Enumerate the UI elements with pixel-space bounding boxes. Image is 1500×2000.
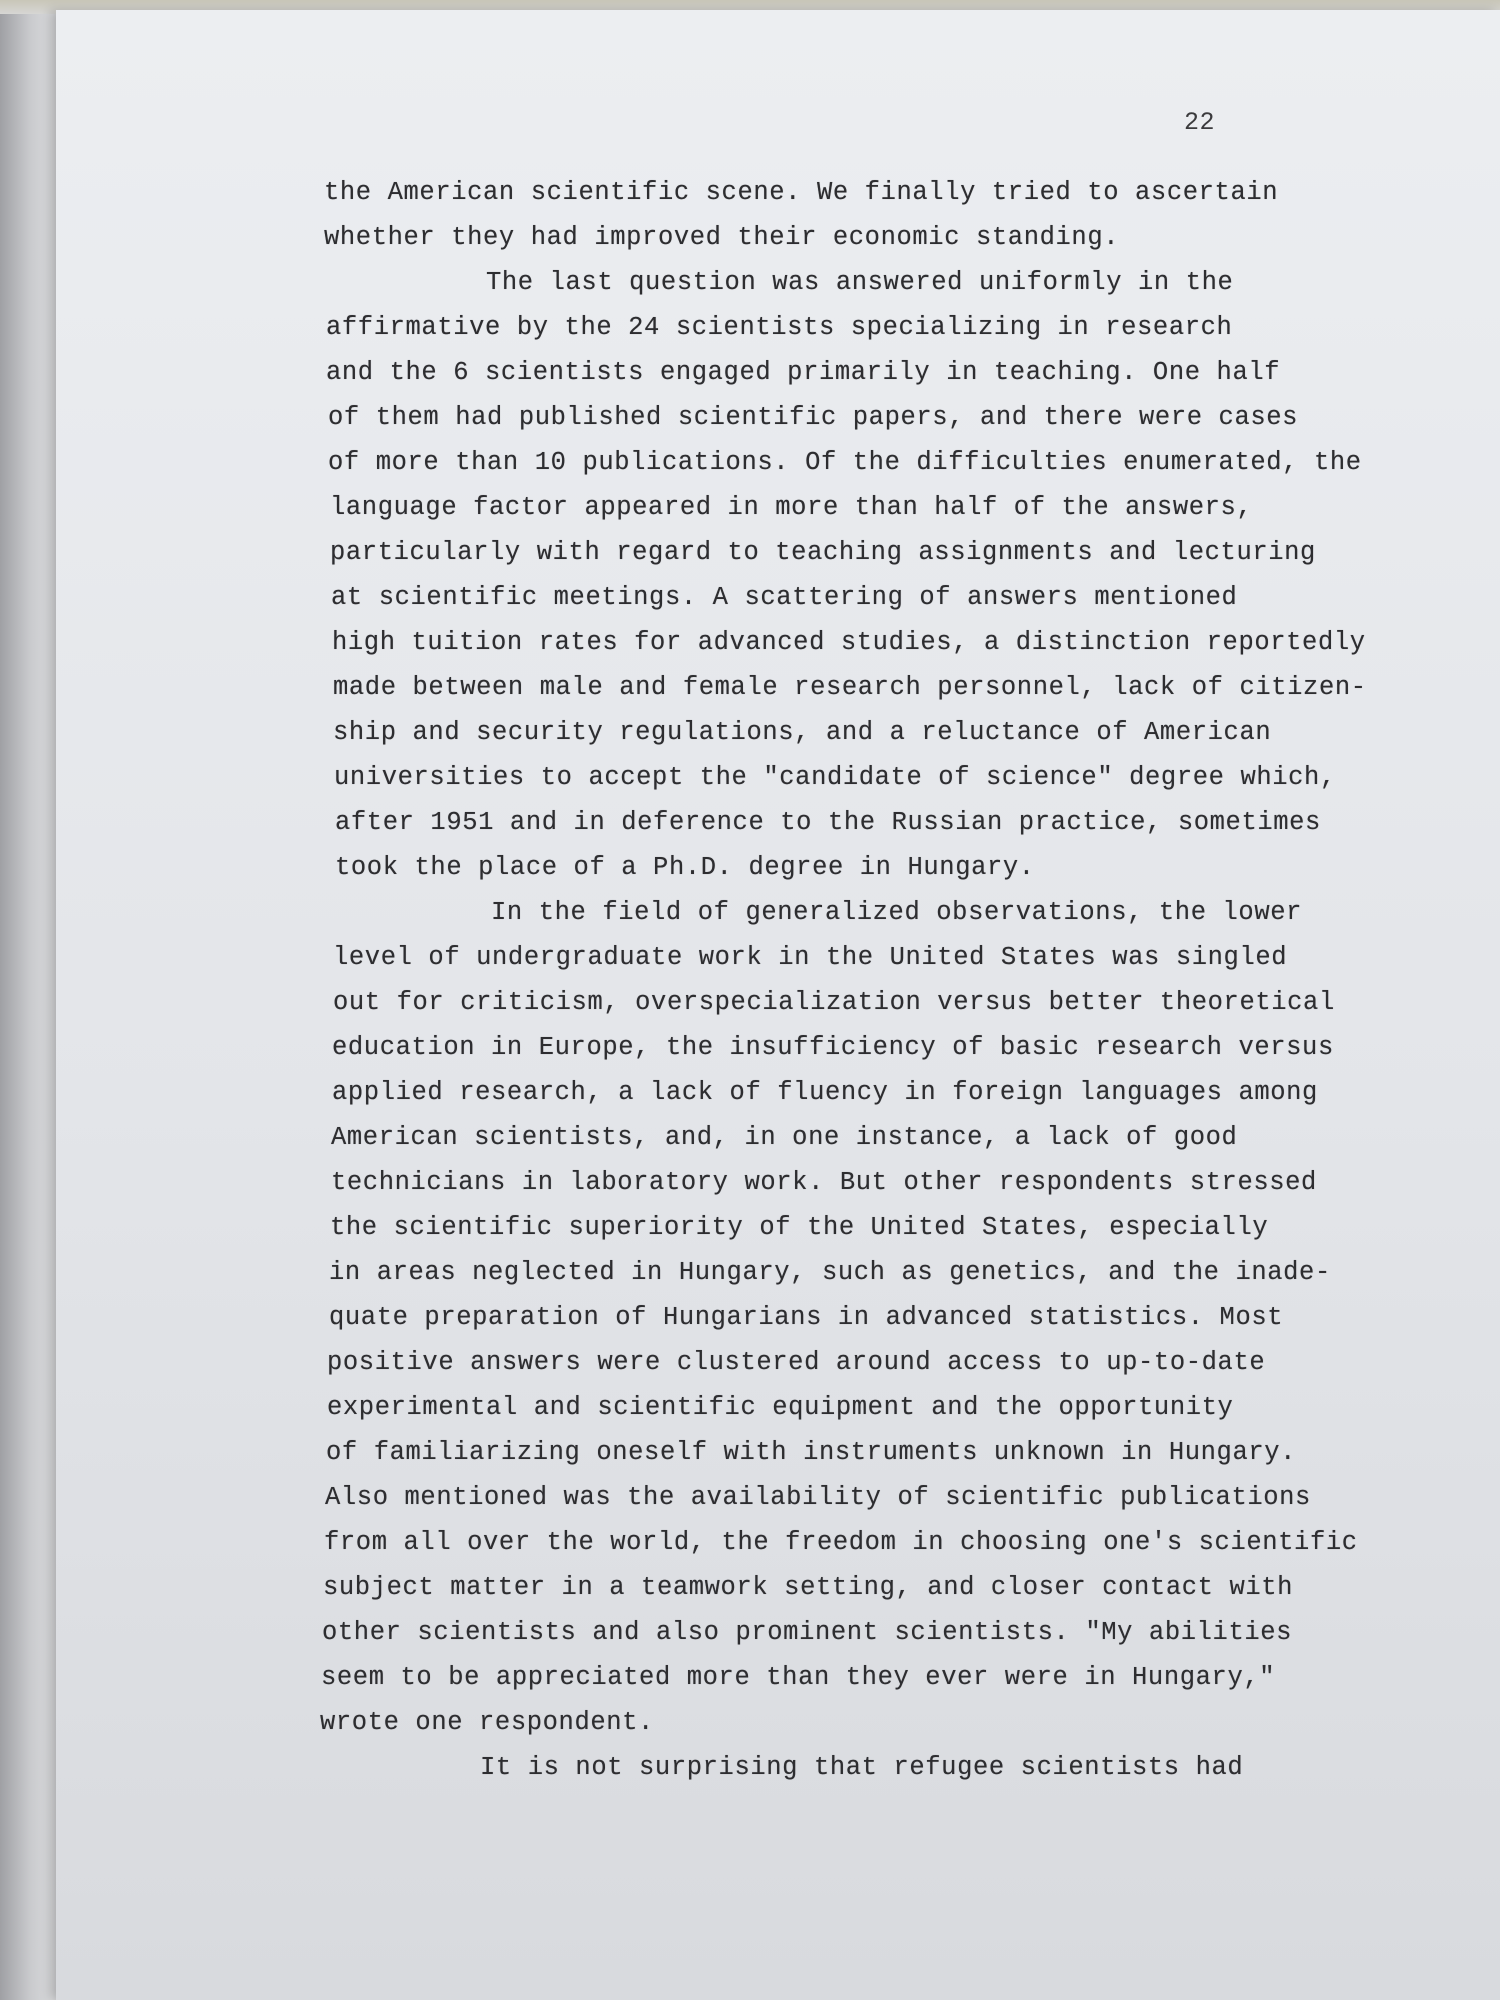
text-line: from all over the world, the freedom in choosing one's scientific [324,1528,1358,1557]
text-line: experimental and scientific equipment and the opportunity [327,1393,1234,1422]
text-line: whether they had improved their economic standing. [324,223,1120,252]
text-line: high tuition rates for advanced studies, a distinction reportedly [332,628,1366,657]
text-line: out for criticism, overspecialization versus better theoretical [333,988,1335,1017]
text-line: education in Europe, the insufficiency of basic research versus [332,1033,1334,1062]
text-line: American scientists, and, in one instance, a lack of good [331,1123,1238,1152]
text-line: of more than 10 publications. Of the difficulties enumerated, the [328,448,1362,477]
text-line: level of undergraduate work in the United States was singled [333,943,1288,972]
text-line: universities to accept the "candidate of science" degree which, [334,763,1336,792]
text-line: the scientific superiority of the United States, especially [330,1213,1269,1242]
body-text [320,170,1374,1790]
text-line: In the field of generalized observations, the lower [491,898,1303,927]
text-line: applied research, a lack of fluency in foreign languages among [332,1078,1318,1107]
text-line: particularly with regard to teaching assignments and lecturing [330,538,1316,567]
text-line: took the place of a Ph.D. degree in Hungary. [335,853,1035,882]
text-line: and the 6 scientists engaged primarily in teaching. One half [326,358,1281,387]
text-line: in areas neglected in Hungary, such as genetics, and the inade- [329,1258,1331,1287]
text-line: language factor appeared in more than half of the answers, [330,493,1253,522]
text-line: the American scientific scene. We finally tried to ascertain [324,178,1279,207]
text-line: at scientific meetings. A scattering of answers mentioned [331,583,1238,612]
text-line: wrote one respondent. [320,1708,654,1737]
text-line: of them had published scientific papers, and there were cases [328,403,1299,432]
text-line: subject matter in a teamwork setting, and closer contact with [323,1573,1294,1602]
text-line: of familiarizing oneself with instruments unknown in Hungary. [326,1438,1297,1467]
text-line: quate preparation of Hungarians in advanced statistics. Most [329,1303,1284,1332]
text-line: positive answers were clustered around access to up-to-date [327,1348,1266,1377]
text-line: The last question was answered uniformly in the [486,268,1234,297]
document-page [56,10,1500,2000]
text-line: It is not surprising that refugee scientists had [480,1753,1244,1782]
text-line: Also mentioned was the availability of scientific publications [325,1483,1311,1512]
page-number: 22 [1184,108,1216,137]
text-line: made between male and female research personnel, lack of citizen- [333,673,1367,702]
text-line: technicians in laboratory work. But other respondents stressed [331,1168,1317,1197]
text-line: other scientists and also prominent scientists. "My abilities [322,1618,1293,1647]
text-line: seem to be appreciated more than they ever were in Hungary," [321,1663,1276,1692]
text-line: affirmative by the 24 scientists specializing in research [326,313,1233,342]
text-line: ship and security regulations, and a reluctance of American [333,718,1272,747]
text-line: after 1951 and in deference to the Russian practice, sometimes [335,808,1321,837]
